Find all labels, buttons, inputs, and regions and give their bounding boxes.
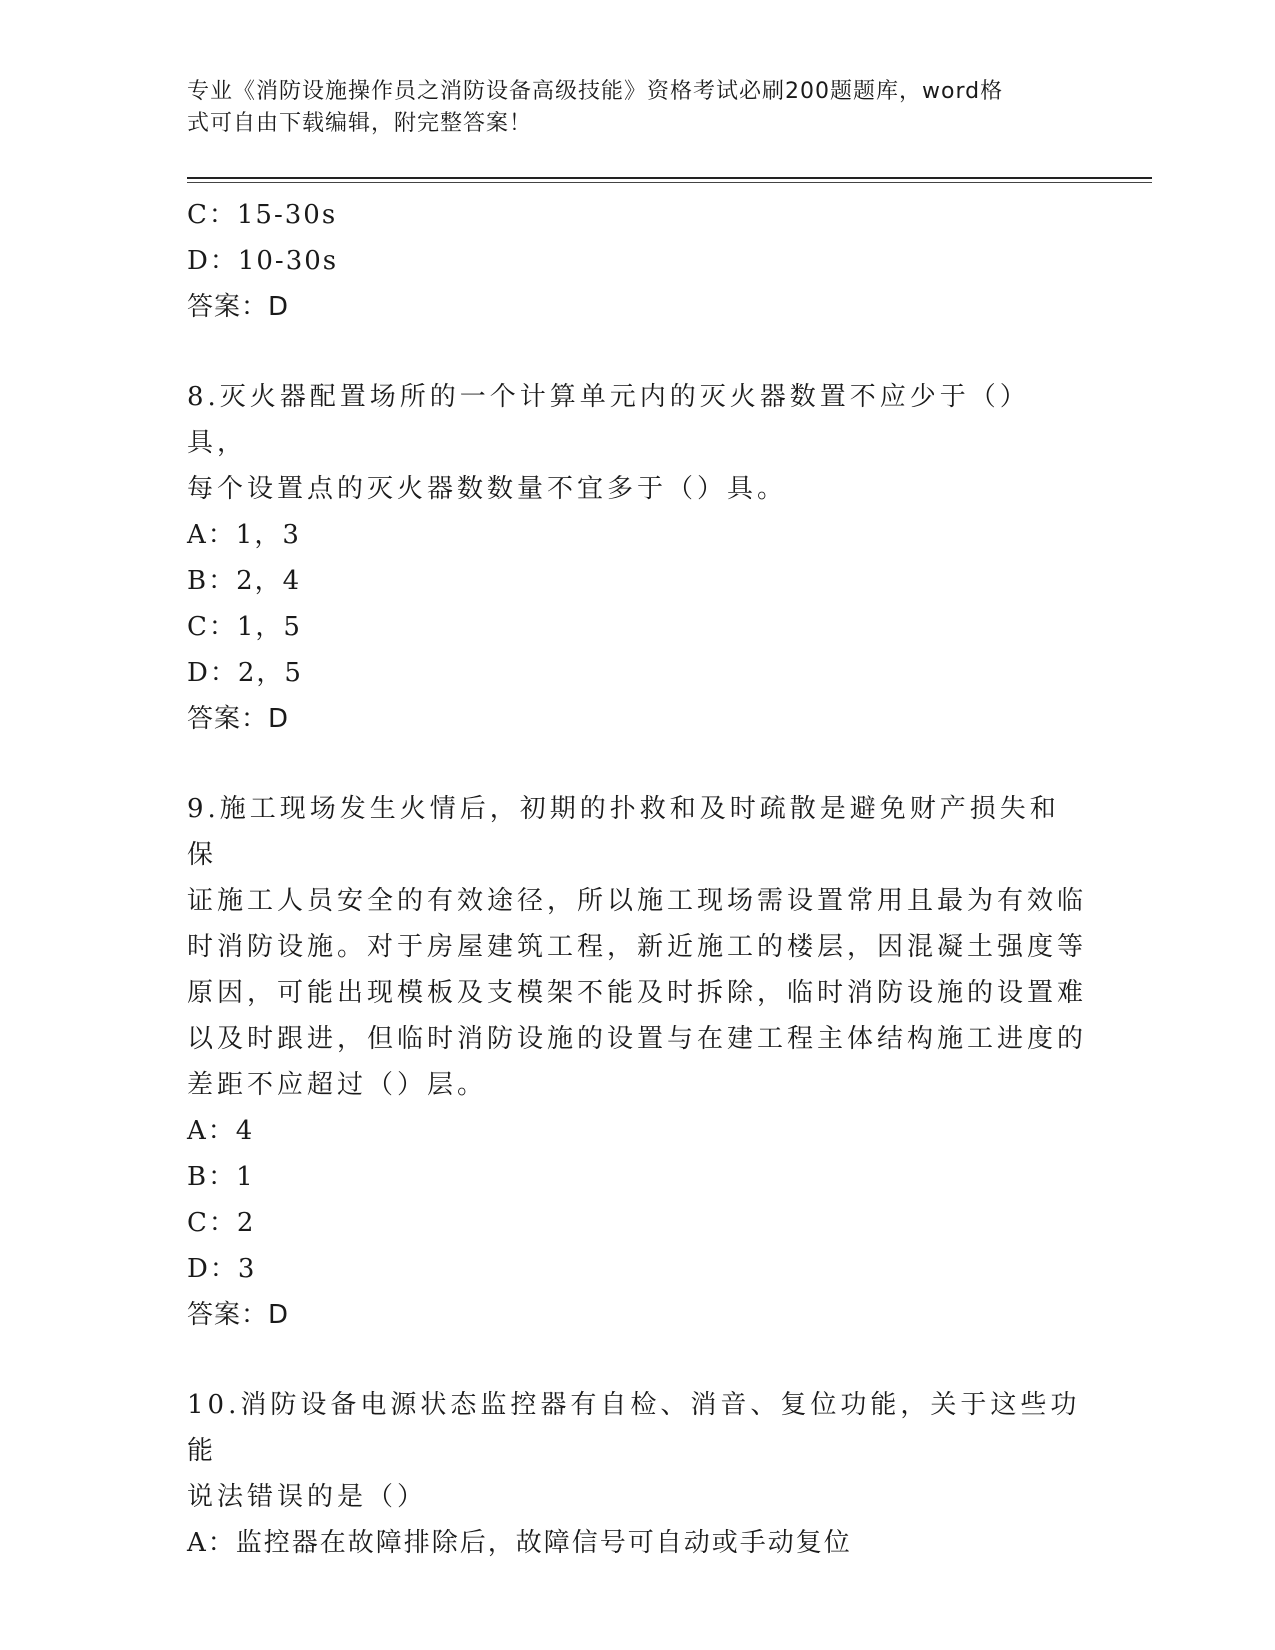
question-text-line: 10.消防设备电源状态监控器有自检、消音、复位功能，关于这些功能 xyxy=(187,1390,1081,1466)
option-a: A：1，3 xyxy=(187,520,301,550)
option-b: B：1 xyxy=(187,1162,255,1192)
question-text-line: 时消防设施。对于房屋建筑工程，新近施工的楼层，因混凝土强度等 xyxy=(187,932,1088,962)
option-c: C：1，5 xyxy=(187,612,302,642)
question-text-line: 以及时跟进，但临时消防设施的设置与在建工程主体结构施工进度的 xyxy=(187,1024,1088,1054)
question-text-line: 差距不应超过（）层。 xyxy=(187,1070,488,1100)
answer-line: 答案：D xyxy=(187,1300,290,1330)
header-line-1: 专业《消防设施操作员之消防设备高级技能》资格考试必刷200题题库，word格 xyxy=(187,79,1004,104)
prev-question xyxy=(187,192,1087,330)
question-text-line: 说法错误的是（） xyxy=(187,1482,428,1512)
question-text-line: 证施工人员安全的有效途径，所以施工现场需设置常用且最为有效临 xyxy=(187,886,1088,916)
header-divider-thick xyxy=(187,177,1152,179)
question-9 xyxy=(187,786,1087,1338)
answer-line: 答案：D xyxy=(187,292,290,322)
option-c: C：15-30s xyxy=(187,200,338,230)
question-text-line: 每个设置点的灭火器数数量不宜多于（）具。 xyxy=(187,474,788,504)
option-d: D：3 xyxy=(187,1254,257,1284)
question-10 xyxy=(187,1382,1087,1566)
option-c: C：2 xyxy=(187,1208,256,1238)
header-line-2: 式可自由下载编辑，附完整答案！ xyxy=(187,111,533,136)
option-d: D：2，5 xyxy=(187,658,303,688)
option-d: D：10-30s xyxy=(187,246,339,276)
document-header xyxy=(187,76,1087,140)
header-divider-thin xyxy=(187,182,1152,183)
option-a: A：4 xyxy=(187,1116,255,1146)
question-8 xyxy=(187,374,1087,742)
question-text-line: 8.灭火器配置场所的一个计算单元内的灭火器数置不应少于（）具， xyxy=(187,382,1030,458)
question-text-line: 9.施工现场发生火情后，初期的扑救和及时疏散是避免财产损失和保 xyxy=(187,794,1060,870)
question-content xyxy=(187,192,1087,1566)
option-b: B：2，4 xyxy=(187,566,302,596)
answer-line: 答案：D xyxy=(187,704,290,734)
question-text-line: 原因，可能出现模板及支模架不能及时拆除，临时消防设施的设置难 xyxy=(187,978,1088,1008)
option-a: A：监控器在故障排除后，故障信号可自动或手动复位 xyxy=(187,1528,852,1558)
